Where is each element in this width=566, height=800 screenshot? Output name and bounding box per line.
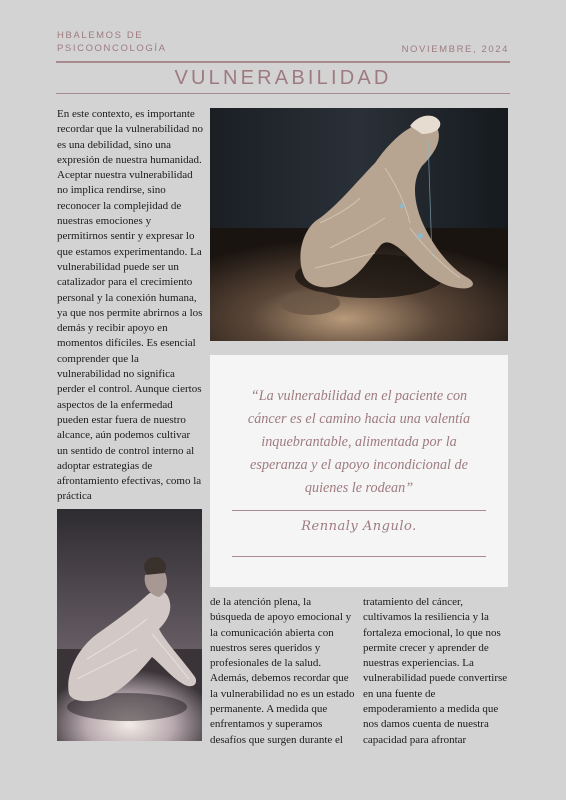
article-column-1: En este contexto, es importante recordar que la vulnerabilidad no es una debilidad, sino una expresión de nuestra humanidad. Aceptar nuestra vulnerabilidad no implica rendirse, sino reconocer la complejidad de nuestras emociones y permitirnos sentir y expresar lo que estamos experimentando. La vulnerabilidad puede ser un catalizador para el crecimiento personal y la conexión humana, ya que nos permite abrirnos a los demás y recibir apoyo en momentos difíciles. Es esencial comprender que la vulnerabilidad no significa perder el control. Aunque ciertos aspectos de la enfermedad pueden estar fuera de nuestro alcance, aún podemos cultivar un sentido de control interno al adoptar estrategias de afrontamiento efectivas, como la práctica xyxy=(57,108,203,503)
sculpture-photo-crouching-figure xyxy=(57,509,202,741)
page-title: VULNERABILIDAD xyxy=(174,67,392,89)
sculpture-photo-seated-figure xyxy=(210,108,508,341)
article-column-2: de la atención plena, la búsqueda de apoyo emocional y la comunicación abierta con nuestros seres queridos y profesionales de la salud. Además, debemos recordar que la vulnerabilidad no es un estado permanente. A medida que enfrentamos y superamos desafíos que surgen durante el xyxy=(210,596,355,746)
article-column-3: tratamiento del cáncer, cultivamos la resiliencia y la fortaleza emocional, lo que nos permite crecer y aprender de nuestras experiencias. La vulnerabilidad puede convertirse en una fuente de empoderamiento a medida que nos damos cuenta de nuestra capacidad para afrontar xyxy=(363,596,508,746)
issue-date: NOVIEMBRE, 2024 xyxy=(401,44,509,55)
signature: Rennaly Angulo. xyxy=(301,519,417,534)
quote-box xyxy=(210,355,508,587)
pull-quote: “La vulnerabilidad en el paciente con cáncer es el camino hacia una valentía inquebrantable, alimentada por la esperanza y el apoyo incondicional de quienes le rodean” xyxy=(247,388,471,496)
publication-name: HBALEMOS DE PSICOONCOLOGÍA xyxy=(57,30,167,54)
quote-rule-bottom xyxy=(232,556,486,557)
header-rule-bottom xyxy=(56,93,510,94)
quote-rule-top xyxy=(232,510,486,511)
header-rule-top xyxy=(56,61,510,63)
